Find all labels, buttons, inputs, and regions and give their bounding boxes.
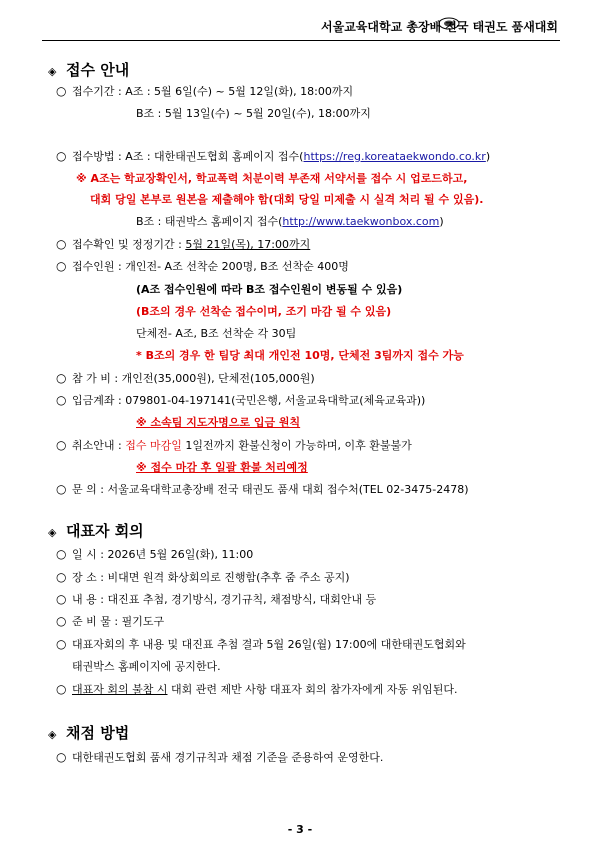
circle-bullet-icon: ○ [56, 149, 67, 163]
taekwonbox-link[interactable]: http://www.taekwonbox.com [282, 215, 440, 228]
kta-link[interactable]: https://reg.koreataekwondo.co.kr [303, 150, 486, 163]
reg-cancel: ○ 취소안내 : 접수 마감일 1일전까지 환불신청이 가능하며, 이후 환불불가 [56, 438, 412, 452]
circle-bullet-icon: ○ [56, 438, 67, 452]
section-title-scoring: ◈ 채점 방법 [48, 724, 130, 742]
reg-period-a: ○ 접수기간 : A조 : 5월 6일(수) ~ 5월 12일(화), 18:00까지 [56, 84, 354, 98]
diamond-bullet-icon: ◈ [48, 65, 57, 78]
reg-people: ○ 접수인원 : 개인전- A조 선착순 200명, B조 선착순 400명 [56, 259, 349, 273]
reg-account: ○ 입금계좌 : 079801-04-197141(국민은행, 서울교육대학교(체육교육과)) [56, 393, 426, 407]
meeting-place: ○ 장 소 : 비대면 원격 화상회의로 진행함(추후 줌 주소 공지) [56, 570, 350, 584]
diamond-bullet-icon: ◈ [48, 728, 57, 741]
reg-contact: ○ 문 의 : 서울교육대학교총장배 전국 태권도 품새 대회 접수처(TEL 02-3475-2478) [56, 482, 469, 496]
reg-method-a: ○ 접수방법 : A조 : 대한태권도협회 홈페이지 접수(https://reg.koreataekwondo.co.kr) [56, 149, 491, 163]
reg-period-b: B조 : 5월 13일(수) ~ 5월 20일(수), 18:00까지 [136, 107, 371, 120]
section-title-meeting: ◈ 대표자 회의 [48, 522, 144, 540]
circle-bullet-icon: ○ [56, 637, 67, 651]
section-title-registration: ◈ 접수 안내 [48, 61, 130, 79]
circle-bullet-icon: ○ [56, 614, 67, 628]
diamond-bullet-icon: ◈ [48, 526, 57, 539]
reg-cancel-note: ※ 접수 마감 후 일괄 환불 처리예정 [136, 461, 308, 474]
header-divider [42, 40, 560, 41]
circle-bullet-icon: ○ [56, 592, 67, 606]
reg-account-note: ※ 소속팀 지도자명으로 입금 원칙 [136, 416, 301, 429]
circle-bullet-icon: ○ [56, 371, 67, 385]
meeting-content: ○ 내 용 : 대진표 추첨, 경기방식, 경기규칙, 채점방식, 대회안내 등 [56, 592, 377, 606]
header-title: 서울교육대학교 총장배 전국 태권도 품새대회 [321, 20, 558, 34]
meeting-absent: ○ 대표자 회의 불참 시 대회 관련 제반 사항 대표자 회의 참가자에게 자동 위임된다. [56, 682, 458, 696]
circle-bullet-icon: ○ [56, 570, 67, 584]
circle-bullet-icon: ○ [56, 682, 67, 696]
circle-bullet-icon: ○ [56, 237, 67, 251]
reg-people-note1: (A조 접수인원에 따라 B조 접수인원이 변동될 수 있음) [136, 283, 403, 296]
reg-notice-line1: ※ A조는 학교장확인서, 학교폭력 처분이력 부존재 서약서를 접수 시 업로드하고, [76, 172, 468, 185]
reg-notice-line2: 대회 당일 본부로 원본을 제출해야 함(대회 당일 미제출 시 실격 처리 될 수 있음). [90, 193, 484, 206]
circle-bullet-icon: ○ [56, 482, 67, 496]
reg-method-b: B조 : 태권박스 홈페이지 접수(http://www.taekwonbox.com) [136, 215, 444, 228]
circle-bullet-icon: ○ [56, 393, 67, 407]
meeting-notice: ○ 대표자회의 후 내용 및 대진표 추첨 결과 5월 26일(월) 17:00에 대한태권도협회와 [56, 637, 466, 651]
circle-bullet-icon: ○ [56, 547, 67, 561]
meeting-date: ○ 일 시 : 2026년 5월 26일(화), 11:00 [56, 547, 254, 561]
reg-people-note2: (B조의 경우 선착순 접수이며, 조기 마감 될 수 있음) [136, 305, 392, 318]
scoring-text: ○ 대한태권도협회 품새 경기규칙과 채점 기준을 준용하여 운영한다. [56, 750, 384, 764]
reg-team: 단체전- A조, B조 선착순 각 30팀 [136, 327, 297, 340]
meeting-notice-line2: 태권박스 홈페이지에 공지한다. [72, 660, 221, 673]
reg-fee: ○ 참 가 비 : 개인전(35,000원), 단체전(105,000원) [56, 371, 315, 385]
circle-bullet-icon: ○ [56, 84, 67, 98]
page-number: - 3 - [287, 823, 313, 836]
circle-bullet-icon: ○ [56, 750, 67, 764]
circle-bullet-icon: ○ [56, 259, 67, 273]
reg-team-note: * B조의 경우 한 팀당 최대 개인전 10명, 단체전 3팀까지 접수 가능 [136, 349, 464, 362]
meeting-prep: ○ 준 비 물 : 필기도구 [56, 614, 165, 628]
reg-confirm: ○ 접수확인 및 정정기간 : 5월 21일(목), 17:00까지 [56, 237, 311, 251]
